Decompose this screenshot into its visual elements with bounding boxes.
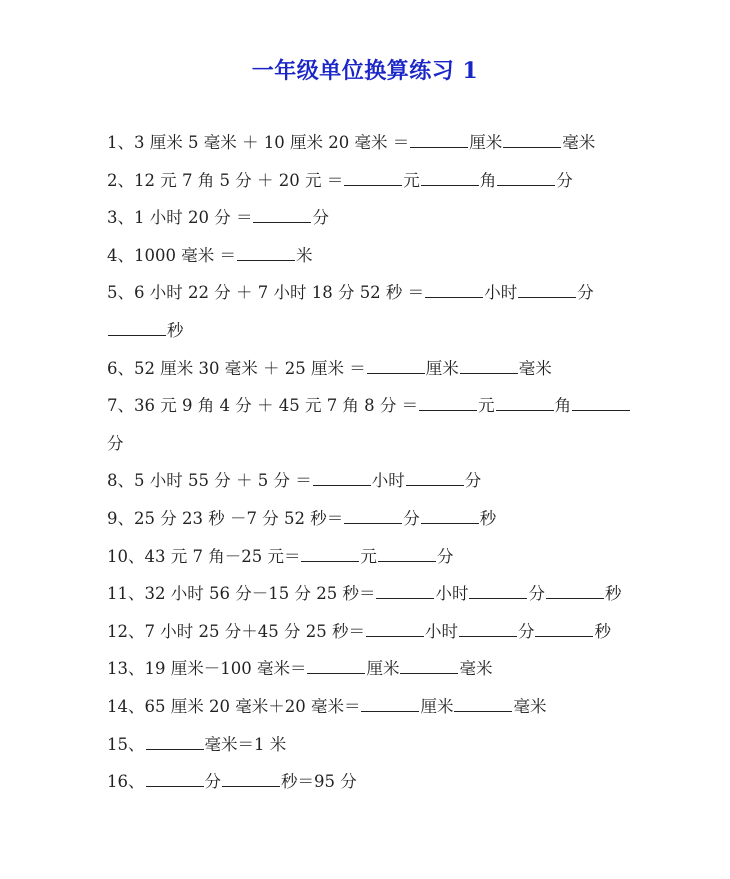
unit-label: 元 [360, 546, 377, 566]
question-text: 15、 [107, 734, 145, 754]
question-line [107, 538, 637, 576]
answer-blank[interactable] [108, 318, 166, 336]
question-line [107, 763, 637, 801]
answer-blank[interactable] [496, 393, 554, 411]
question-text: 7、36 元 9 角 4 分 ＋ 45 元 7 角 8 分 ＝ [107, 396, 419, 416]
question-text: 13、19 厘米－100 毫米＝ [107, 659, 307, 679]
unit-label: 毫米 [459, 659, 493, 679]
answer-blank[interactable] [366, 618, 424, 636]
unit-label: 元 [478, 396, 495, 416]
unit-label: 分 [464, 471, 482, 491]
unit-label: 秒＝95 分 [281, 772, 357, 792]
unit-label: 分 [577, 283, 594, 303]
answer-blank[interactable] [459, 618, 517, 636]
question-text: 分 [107, 433, 124, 453]
answer-blank[interactable] [146, 769, 204, 787]
question-text: 8、5 小时 55 分 ＋ 5 分 ＝ [107, 471, 312, 491]
question-text: 10、43 元 7 角－25 元＝ [107, 546, 301, 566]
worksheet-title: 一年级单位换算练习 1 [251, 58, 479, 84]
answer-blank[interactable] [146, 731, 204, 749]
question-line [107, 462, 637, 500]
question-line [107, 613, 637, 651]
unit-label: 厘米 [366, 659, 400, 679]
question-line [107, 162, 637, 200]
answer-blank[interactable] [460, 355, 518, 373]
unit-label: 厘米 [425, 358, 459, 378]
unit-label: 毫米 [513, 696, 547, 716]
unit-label: 分 [204, 772, 221, 792]
question-line [107, 575, 637, 613]
question-line [107, 199, 637, 237]
answer-blank[interactable] [406, 468, 464, 486]
answer-blank[interactable] [344, 506, 402, 524]
answer-blank[interactable] [410, 130, 468, 148]
answer-blank[interactable] [503, 130, 561, 148]
answer-blank[interactable] [454, 694, 512, 712]
answer-blank[interactable] [313, 468, 371, 486]
answer-blank[interactable] [237, 242, 295, 260]
question-text: 16、 [107, 772, 145, 792]
question-text: 3、1 小时 20 分 ＝ [107, 208, 253, 228]
answer-blank[interactable] [425, 280, 483, 298]
unit-label: 分 [403, 508, 420, 528]
question-line [107, 387, 637, 425]
answer-blank[interactable] [421, 167, 479, 185]
question-line [107, 312, 637, 350]
unit-label: 分 [517, 621, 535, 641]
unit-label: 角 [479, 170, 497, 190]
unit-label: 分 [436, 546, 454, 566]
question-line [107, 650, 637, 688]
unit-label: 小时 [371, 471, 405, 491]
unit-label: 毫米＝1 米 [204, 734, 287, 754]
unit-label: 小时 [435, 584, 469, 604]
question-text: 14、65 厘米 20 毫米＋20 毫米＝ [107, 696, 361, 716]
answer-blank[interactable] [344, 167, 402, 185]
answer-blank[interactable] [367, 355, 425, 373]
answer-blank[interactable] [419, 393, 477, 411]
question-text: 9、25 分 23 秒 －7 分 52 秒＝ [107, 508, 344, 528]
answer-blank[interactable] [376, 581, 434, 599]
answer-blank[interactable] [378, 543, 436, 561]
question-line [107, 500, 637, 538]
unit-label: 分 [528, 584, 545, 604]
answer-blank[interactable] [222, 769, 280, 787]
answer-blank[interactable] [546, 581, 604, 599]
question-line [107, 274, 637, 312]
question-text: 11、32 小时 56 分－15 分 25 秒＝ [107, 584, 376, 604]
answer-blank[interactable] [421, 506, 479, 524]
unit-label: 秒 [479, 508, 497, 528]
unit-label: 秒 [594, 621, 611, 641]
question-text: 2、12 元 7 角 5 分 ＋ 20 元 ＝ [107, 170, 344, 190]
answer-blank[interactable] [572, 393, 630, 411]
answer-blank[interactable] [301, 543, 359, 561]
answer-blank[interactable] [253, 205, 311, 223]
question-text: 6、52 厘米 30 毫米 ＋ 25 厘米 ＝ [107, 358, 366, 378]
unit-label: 小时 [424, 621, 458, 641]
answer-blank[interactable] [469, 581, 527, 599]
unit-label: 毫米 [518, 358, 552, 378]
question-line [107, 124, 637, 162]
question-line [107, 425, 637, 463]
answer-blank[interactable] [307, 656, 365, 674]
question-text: 1、3 厘米 5 毫米 ＋ 10 厘米 20 毫米 ＝ [107, 133, 410, 152]
question-list [107, 124, 637, 801]
unit-label: 角 [554, 396, 572, 416]
answer-blank[interactable] [361, 694, 419, 712]
unit-label: 小时 [484, 283, 518, 303]
unit-label: 秒 [167, 320, 184, 340]
unit-label: 厘米 [420, 696, 454, 716]
question-line [107, 688, 637, 726]
unit-label: 分 [556, 170, 573, 190]
question-text: 5、6 小时 22 分 ＋ 7 小时 18 分 52 秒 ＝ [107, 283, 425, 303]
unit-label: 厘米 [469, 133, 503, 152]
unit-label: 秒 [604, 584, 622, 604]
unit-label: 毫米 [562, 133, 596, 152]
question-line [107, 726, 637, 764]
unit-label: 元 [403, 170, 420, 190]
answer-blank[interactable] [535, 618, 593, 636]
question-line [107, 237, 637, 275]
unit-label: 分 [312, 208, 329, 228]
question-text: 4、1000 毫米 ＝ [107, 245, 236, 265]
unit-label: 米 [295, 245, 313, 265]
answer-blank[interactable] [400, 656, 458, 674]
question-line [107, 350, 637, 388]
answer-blank[interactable] [497, 167, 555, 185]
answer-blank[interactable] [518, 280, 576, 298]
question-text: 12、7 小时 25 分＋45 分 25 秒＝ [107, 621, 365, 641]
